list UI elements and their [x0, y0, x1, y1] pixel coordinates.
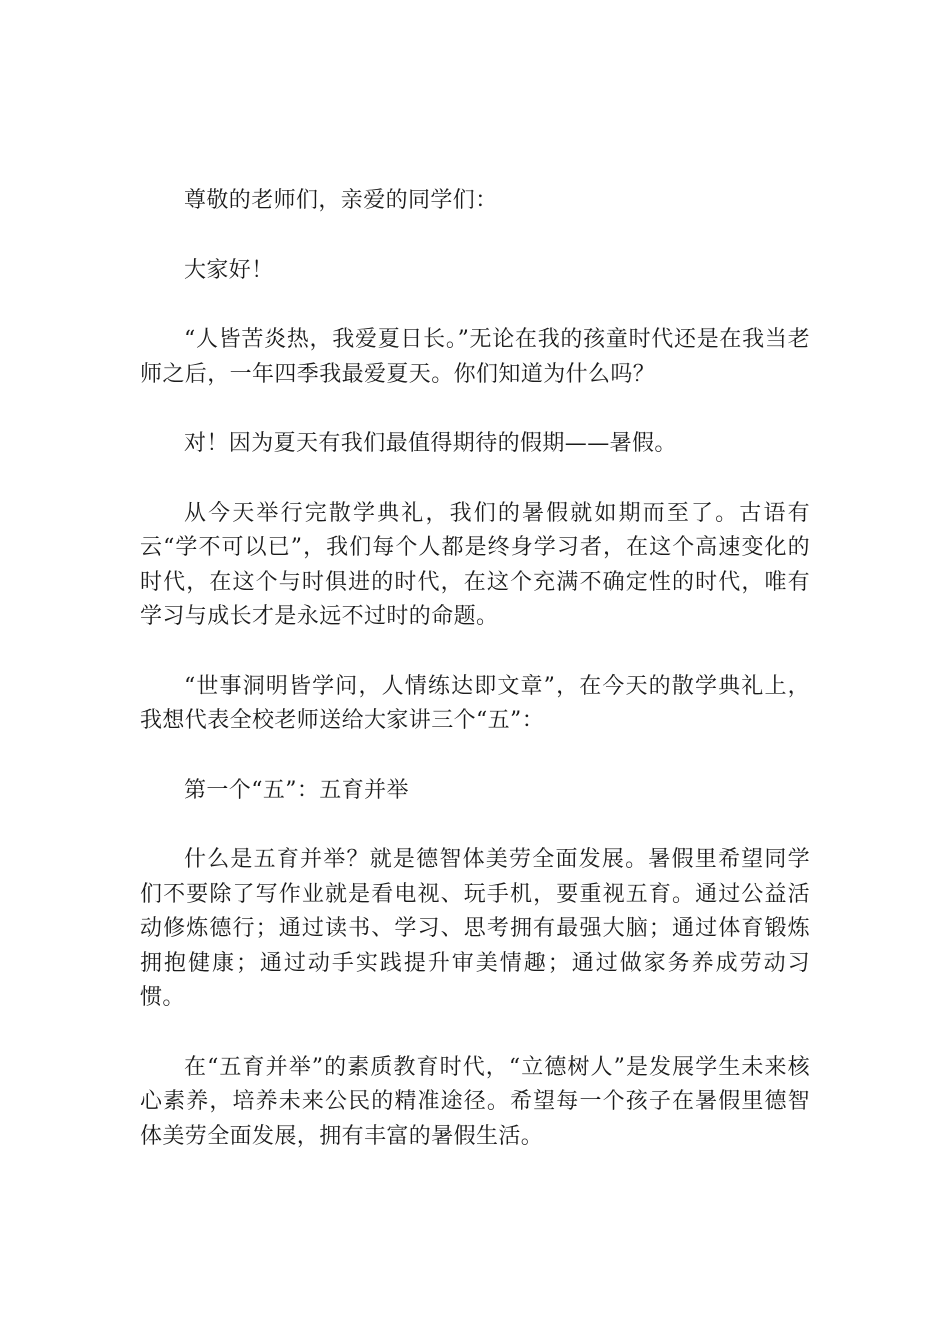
paragraph-moral-education: 在“五育并举”的素质教育时代，“立德树人”是发展学生未来核心素养，培养未来公民的精准途径。希望每一个孩子在暑假里德智体美劳全面发展，拥有丰富的暑假生活。: [140, 1054, 810, 1149]
paragraph-summer: “人皆苦炎热，我爱夏日长。”无论在我的孩童时代还是在我当老师之后，一年四季我最爱夏天。你们知道为什么吗？: [140, 327, 810, 387]
document-body: [140, 184, 810, 1189]
paragraph-vacation: 对！因为夏天有我们最值得期待的假期——暑假。: [184, 431, 677, 456]
paragraph-learning: 从今天举行完散学典礼，我们的暑假就如期而至了。古语有云“学不可以已”，我们每个人都是终身学习者，在这个高速变化的时代，在这个与时俱进的时代，在这个充满不确定性的时代，唯有学习与成长才是永远不过时的命题。: [140, 500, 810, 629]
paragraph-five-education: 什么是五育并举？就是德智体美劳全面发展。暑假里希望同学们不要除了写作业就是看电视、玩手机，要重视五育。通过公益活动修炼德行；通过读书、学习、思考拥有最强大脑；通过体育锻炼拥抱健康；通过动手实践提升审美情趣；通过做家务养成劳动习惯。: [140, 847, 810, 1010]
section-heading-first-five: 第一个“五”：五育并举: [184, 777, 409, 803]
salutation: 尊敬的老师们，亲爱的同学们：: [184, 188, 498, 213]
greeting: 大家好！: [184, 257, 274, 283]
paragraph-three-fives: “世事洞明皆学问，人情练达即文章”，在今天的散学典礼上，我想代表全校老师送给大家讲三个“五”：: [140, 673, 810, 733]
